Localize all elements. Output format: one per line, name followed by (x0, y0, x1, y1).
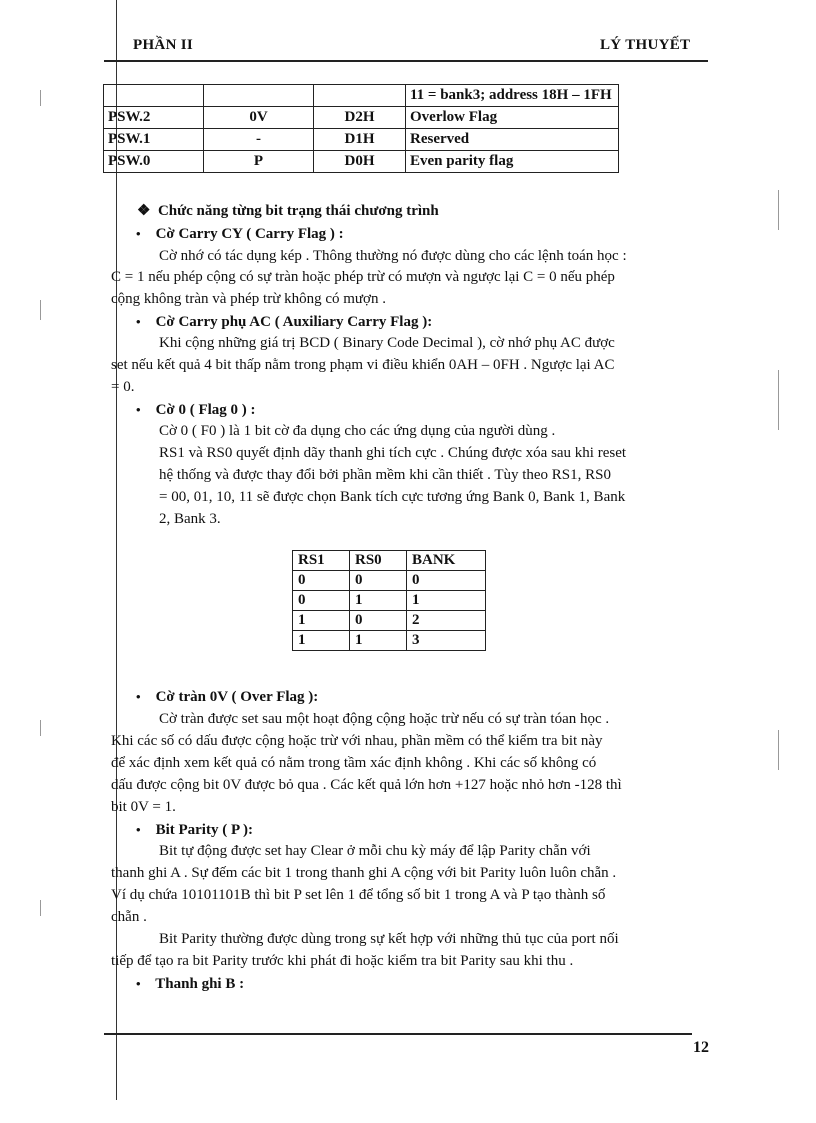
cy-line-3: cộng không tràn và phép trừ không có mượn . (111, 291, 386, 307)
ov-line-2: Khi các số có dấu được cộng hoặc trừ với nhau, phần mềm có thể kiểm tra bit này (111, 733, 603, 749)
table-header-row (293, 551, 486, 571)
ov-line-1: Cờ tràn được set sau một hoạt động cộng hoặc trừ nếu có sự tràn tóan học . (159, 711, 610, 727)
ac-line-1: Khi cộng những giá trị BCD ( Binary Code Decimal ), cờ nhớ phụ AC được (159, 335, 615, 351)
table-cell: 1 (407, 591, 486, 611)
f0-line-4: = 00, 01, 10, 11 sẽ được chọn Bank tích cực tương ứng Bank 0, Bank 1, Bank (159, 489, 626, 505)
bullet-icon: • (136, 402, 141, 417)
bullet-icon: • (136, 226, 141, 241)
ac-heading (136, 311, 432, 334)
table-cell (314, 85, 406, 107)
register-b-title: Thanh ghi B : (155, 976, 245, 992)
table-cell: Even parity flag (406, 151, 619, 173)
scan-mark (40, 90, 41, 106)
bullet-icon: • (136, 822, 141, 837)
table-header-cell: RS1 (293, 551, 350, 571)
table-cell: 1 (293, 611, 350, 631)
ac-title: Cờ Carry phụ AC ( Auxiliary Carry Flag ): (155, 314, 433, 330)
f0-line-2: RS1 và RS0 quyết định dãy thanh ghi tích cực . Chúng được xóa sau khi reset (159, 445, 627, 461)
scan-mark (778, 370, 779, 430)
bank-table (292, 550, 486, 651)
page-number: 12 (693, 1039, 709, 1056)
table-cell: P (204, 151, 314, 173)
table-cell: 11 = bank3; address 18H – 1FH (406, 85, 619, 107)
table-cell: 0 (293, 591, 350, 611)
table-cell: - (204, 129, 314, 151)
parity-line-1: Bit tự động được set hay Clear ở mỗi chu kỳ máy để lập Parity chẵn với (159, 843, 591, 859)
table-header-cell: BANK (407, 551, 486, 571)
table-cell: 1 (293, 631, 350, 651)
table-row (293, 631, 486, 651)
ov-line-3: để xác định xem kết quả có nằm trong tầm xác định không . Khi các số không có (111, 755, 597, 771)
table-row (293, 611, 486, 631)
cy-line-2: C = 1 nếu phép cộng có sự tràn hoặc phép trừ có mượn và ngược lại C = 0 nếu phép (111, 269, 615, 285)
ac-line-3: = 0. (111, 379, 135, 395)
parity-line-3: Ví dụ chứa 10101101B thì bit P set lên 1 để tổng số bit 1 trong A và P tạo thành số (111, 887, 606, 903)
header-left: PHẦN II (133, 37, 194, 53)
f0-line-3: hệ thống và được thay đổi bởi phần mềm khi cần thiết . Tùy theo RS1, RS0 (159, 467, 611, 483)
footer-rule (104, 1033, 692, 1035)
scan-mark (40, 720, 41, 736)
table-cell: 0V (204, 107, 314, 129)
ov-line-5: bit 0V = 1. (111, 799, 176, 815)
parity-line-4: chẵn . (111, 909, 147, 925)
bullet-icon: • (136, 314, 141, 329)
table-cell: 3 (407, 631, 486, 651)
ov-heading (136, 686, 318, 709)
header-rule (104, 60, 708, 62)
parity-line-2: thanh ghi A . Sự đếm các bit 1 trong thanh ghi A cộng với bit Parity luôn luôn chẵn . (111, 865, 617, 881)
table-row (293, 591, 486, 611)
table-cell: 1 (350, 591, 407, 611)
f0-line-1: Cờ 0 ( F0 ) là 1 bit cờ đa dụng cho các ứng dụng của người dùng . (159, 423, 556, 439)
psw-table (103, 84, 619, 173)
table-header-cell: RS0 (350, 551, 407, 571)
scan-mark (778, 730, 779, 770)
scan-mark (40, 300, 41, 320)
table-cell: PSW.1 (104, 129, 204, 151)
table-row (104, 151, 619, 173)
scan-mark (40, 900, 41, 916)
section-heading-text: Chức năng từng bit trạng thái chương trình (157, 203, 439, 219)
table-cell: D0H (314, 151, 406, 173)
table-cell: 0 (350, 571, 407, 591)
bullet-icon: • (136, 689, 141, 704)
cy-title: Cờ Carry CY ( Carry Flag ) : (155, 226, 344, 242)
cy-line-1: Cờ nhớ có tác dụng kép . Thông thường nó được dùng cho các lệnh toán học : (159, 248, 627, 264)
f0-title: Cờ 0 ( Flag 0 ) : (155, 402, 256, 418)
parity-line-6: tiếp để tạo ra bit Parity trước khi phát đi hoặc kiểm tra bit Parity sau khi thu . (111, 953, 574, 969)
table-cell: PSW.0 (104, 151, 204, 173)
table-cell: Reserved (406, 129, 619, 151)
bullet-icon: • (136, 976, 141, 991)
f0-line-5: 2, Bank 3. (159, 511, 221, 527)
table-cell: PSW.2 (104, 107, 204, 129)
table-cell (204, 85, 314, 107)
register-b-heading (136, 973, 244, 996)
table-cell: D1H (314, 129, 406, 151)
ov-line-4: dấu được cộng bit 0V được bỏ qua . Các kết quả lớn hơn +127 hoặc nhỏ hơn -128 thì (111, 777, 622, 793)
table-cell: 0 (407, 571, 486, 591)
table-cell: Overlow Flag (406, 107, 619, 129)
f0-heading (136, 399, 256, 422)
section-heading (137, 201, 439, 223)
table-cell: 0 (350, 611, 407, 631)
table-row (104, 129, 619, 151)
ac-line-2: set nếu kết quả 4 bit thấp nằm trong phạm vi điều khiển 0AH – 0FH . Ngược lại AC (111, 357, 615, 373)
table-cell: D2H (314, 107, 406, 129)
parity-heading (136, 819, 253, 842)
scan-mark (778, 190, 779, 230)
table-row (104, 85, 619, 107)
table-row (293, 571, 486, 591)
diamond-bullet-icon: ❖ (137, 203, 151, 219)
table-row (104, 107, 619, 129)
header-right: LÝ THUYẾT (600, 37, 691, 53)
table-cell (104, 85, 204, 107)
table-cell: 2 (407, 611, 486, 631)
table-cell: 0 (293, 571, 350, 591)
cy-heading (136, 223, 344, 246)
parity-line-5: Bit Parity thường được dùng trong sự kết hợp với những thủ tục của port nối (159, 931, 619, 947)
ov-title: Cờ tràn 0V ( Over Flag ): (155, 689, 319, 705)
table-cell: 1 (350, 631, 407, 651)
parity-title: Bit Parity ( P ): (155, 822, 254, 838)
